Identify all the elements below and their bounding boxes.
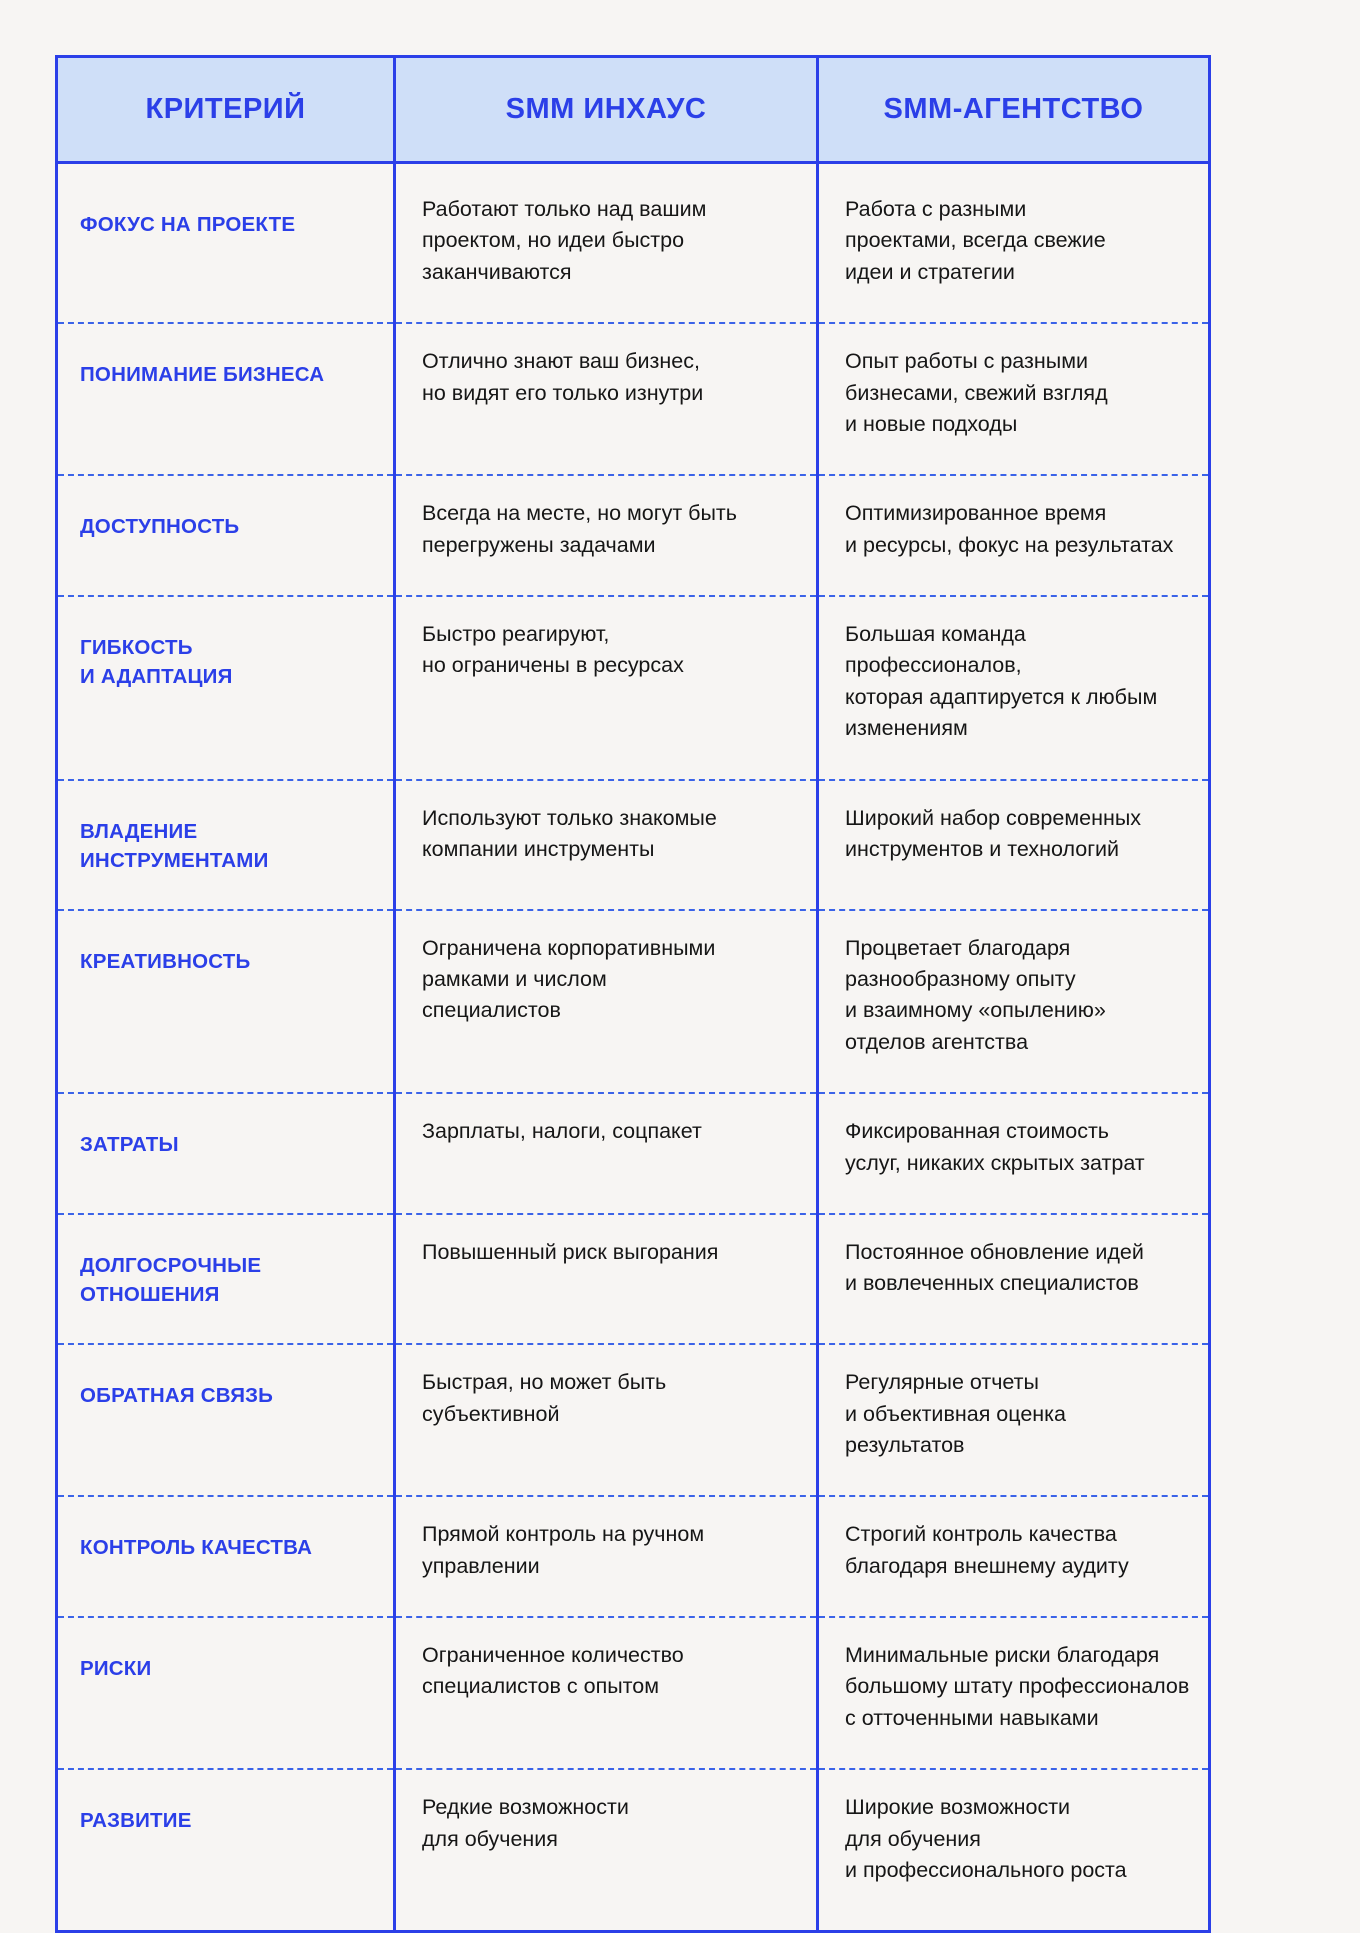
cell-criterion: РАЗВИТИЕ [57,1769,395,1932]
table-row [57,475,1210,596]
cell-agency [818,596,1210,780]
cell-line: разнообразному опыту [845,967,1076,992]
cell-line: Повышенный риск выгорания [422,1239,719,1264]
cell-line: проектом, но идеи быстро [422,228,685,253]
cell-inhouse [395,475,818,596]
table-row [57,1496,1210,1617]
cell-agency [818,910,1210,1094]
cell-criterion: ГИБКОСТЬ И АДАПТАЦИЯ [57,596,395,780]
cell-inhouse [395,1496,818,1617]
cell-line: Постоянное обновление идей [845,1239,1144,1264]
cell-criterion: РИСКИ [57,1617,395,1769]
cell-line: и взаимному «опылению» [845,998,1106,1023]
cell-line: для обучения [422,1826,558,1851]
cell-line: Прямой контроль на ручном [422,1522,705,1547]
header-row [57,57,1210,163]
cell-line: Широкие возможности [845,1795,1071,1820]
cell-criterion: ПОНИМАНИЕ БИЗНЕСА [57,323,395,475]
cell-criterion: КОНТРОЛЬ КАЧЕСТВА [57,1496,395,1617]
cell-line: специалистов [422,998,561,1023]
cell-agency [818,323,1210,475]
cell-line: Оптимизированное время [845,501,1107,526]
table-row [57,596,1210,780]
column-header-criterion-label: КРИТЕРИЙ [145,92,306,125]
cell-line: профессионалов, [845,653,1022,678]
cell-line: Минимальные риски благодаря [845,1643,1160,1668]
cell-line: Ограничена корпоративными [422,935,716,960]
cell-line: Фиксированная стоимость [845,1119,1109,1144]
cell-inhouse [395,1093,818,1214]
table-row [57,1214,1210,1344]
cell-line: проектами, всегда свежие [845,228,1106,253]
cell-line: благодаря внешнему аудиту [845,1553,1129,1578]
cell-line: отделов агентства [845,1029,1029,1054]
cell-line: Зарплаты, налоги, соцпакет [422,1119,702,1144]
cell-line: рамками и числом [422,967,607,992]
cell-line: и ресурсы, фокус на результатах [845,532,1174,557]
cell-line: бизнесами, свежий взгляд [845,380,1108,405]
cell-agency [818,1214,1210,1344]
cell-line: с отточенными навыками [845,1705,1099,1730]
comparison-table [55,55,1211,1933]
table-row [57,323,1210,475]
cell-agency [818,475,1210,596]
cell-line: Всегда на месте, но могут быть [422,501,737,526]
cell-line: Ограниченное количество [422,1643,684,1668]
cell-line: субъективной [422,1401,560,1426]
column-header-agency [818,57,1210,163]
cell-criterion: ФОКУС НА ПРОЕКТЕ [57,163,395,324]
cell-line: Процветает благодаря [845,935,1071,960]
cell-line: компании инструменты [422,836,655,861]
cell-line: Строгий контроль качества [845,1522,1117,1547]
table-row [57,1093,1210,1214]
cell-inhouse [395,596,818,780]
cell-line: Регулярные отчеты [845,1370,1039,1395]
cell-criterion: ОБРАТНАЯ СВЯЗЬ [57,1344,395,1496]
cell-line: заканчиваются [422,259,572,284]
cell-agency [818,1769,1210,1932]
cell-line: Отлично знают ваш бизнес, [422,349,700,374]
cell-agency [818,1496,1210,1617]
cell-inhouse [395,1214,818,1344]
cell-inhouse [395,323,818,475]
cell-agency [818,1344,1210,1496]
column-header-agency-label: SMM-АГЕНТСТВО [883,92,1144,125]
table-row [57,910,1210,1094]
cell-inhouse [395,780,818,910]
cell-line: которая адаптируется к любым [845,684,1158,709]
cell-line: и профессионального роста [845,1857,1127,1882]
cell-line: Опыт работы с разными [845,349,1088,374]
cell-line: и объективная оценка [845,1401,1067,1426]
cell-line: большому штату профессионалов [845,1674,1190,1699]
cell-line: управлении [422,1553,540,1578]
cell-line: перегружены задачами [422,532,656,557]
cell-line: услуг, никаких скрытых затрат [845,1150,1145,1175]
cell-agency [818,163,1210,324]
cell-line: Редкие возможности [422,1795,629,1820]
cell-line: специалистов с опытом [422,1674,660,1699]
cell-agency [818,780,1210,910]
cell-line: но ограничены в ресурсах [422,653,684,678]
table-row [57,1344,1210,1496]
cell-inhouse [395,910,818,1094]
cell-line: Быстрая, но может быть [422,1370,667,1395]
cell-inhouse [395,163,818,324]
cell-agency [818,1093,1210,1214]
cell-criterion: ЗАТРАТЫ [57,1093,395,1214]
table-body [57,163,1210,1932]
column-header-inhouse [395,57,818,163]
cell-line: изменениям [845,716,968,741]
table-row [57,1769,1210,1932]
table-header [57,57,1210,163]
cell-line: Широкий набор современных [845,805,1142,830]
cell-line: Используют только знакомые [422,805,717,830]
cell-line: Работа с разными [845,197,1027,221]
cell-criterion: ДОЛГОСРОЧНЫЕ ОТНОШЕНИЯ [57,1214,395,1344]
table-row [57,163,1210,324]
table-row [57,1617,1210,1769]
cell-inhouse [395,1344,818,1496]
cell-line: Быстро реагируют, [422,622,610,646]
cell-line: и вовлеченных специалистов [845,1271,1139,1296]
cell-line: Работают только над вашим [422,197,707,221]
cell-line: для обучения [845,1826,981,1851]
cell-line: инструментов и технологий [845,836,1120,861]
cell-criterion: КРЕАТИВНОСТЬ [57,910,395,1094]
cell-line: идеи и стратегии [845,259,1015,284]
column-header-criterion [57,57,395,163]
cell-line: результатов [845,1432,965,1457]
cell-criterion: ДОСТУПНОСТЬ [57,475,395,596]
cell-agency [818,1617,1210,1769]
cell-line: Большая команда [845,622,1026,646]
column-header-inhouse-label: SMM ИНХАУС [505,92,707,125]
cell-inhouse [395,1617,818,1769]
table-row [57,780,1210,910]
cell-line: но видят его только изнутри [422,380,704,405]
cell-line: и новые подходы [845,411,1018,436]
cell-inhouse [395,1769,818,1932]
cell-criterion: ВЛАДЕНИЕ ИНСТРУМЕНТАМИ [57,780,395,910]
